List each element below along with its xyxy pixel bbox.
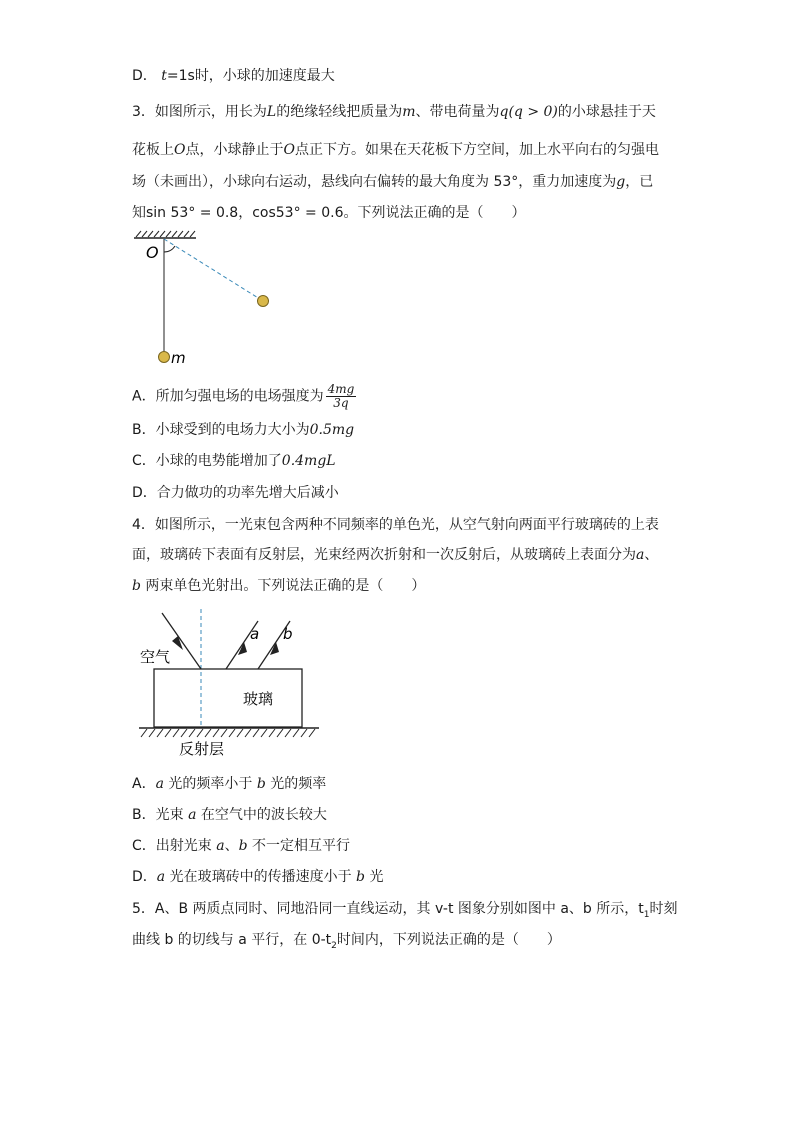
label-glass: 玻璃: [243, 690, 274, 708]
q3-stem-line-1: 3．如图所示，用长为L的绝缘轻线把质量为m、带电荷量为q(q > 0)的小球悬挂于天: [132, 104, 656, 120]
q3-option-d: D．合力做功的功率先增大后减小: [132, 485, 339, 501]
q4-option-d: D．a 光在玻璃砖中的传播速度小于 b 光: [132, 869, 384, 885]
ball-rest: [159, 352, 170, 363]
q3-option-b: B．小球受到的电场力大小为0.5mg: [132, 422, 355, 438]
q4-stem-line-3: b 两束单色光射出。下列说法正确的是（ ）: [132, 578, 426, 594]
q3-pendulum-figure: [130, 230, 210, 370]
ball-deflected: [258, 296, 269, 307]
thread-deflected-dashed: [164, 239, 263, 301]
angle-arc: [164, 246, 175, 252]
ceiling-hatch: [134, 231, 196, 238]
q4-option-c: C．出射光束 a、b 不一定相互平行: [132, 838, 351, 854]
label-m: m: [171, 349, 186, 367]
q4-stem-line-2: 面，玻璃砖下表面有反射层，光束经两次折射和一次反射后，从玻璃砖上表面分为a、: [132, 547, 659, 563]
q5-stem-line-2: 曲线 b 的切线与 a 平行，在 $0-t_2$时间内，下列说法正确的是（ ）: [132, 932, 561, 951]
glass-block: [154, 669, 302, 727]
fraction: $\frac{4mg}{3q}$: [327, 382, 355, 410]
q5-stem-line-1: 5．A、B 两质点同时、同地沿同一直线运动，其 v-t 图象分别如图中 a、b 所示，$t_1$时刻: [132, 901, 678, 920]
q3-stem-line-4: 知sin 53° = 0.8，cos53° = 0.6。下列说法正确的是（ ）: [132, 205, 526, 221]
reflective-layer-hatch: [139, 728, 319, 737]
q4-stem-line-1: 4．如图所示，一光束包含两种不同频率的单色光，从空气射向两面平行玻璃砖的上表: [132, 517, 659, 533]
q3-stem-line-2: 花板上O点，小球静止于O点正下方。如果在天花板下方空间，加上水平向右的匀强电: [132, 142, 659, 158]
label-ray-a: a: [250, 625, 260, 643]
q4-option-b: B．光束 a 在空气中的波长较大: [132, 807, 327, 823]
label-reflective-layer: 反射层: [179, 740, 225, 758]
q4-glass-block-figure: [135, 606, 335, 756]
q3-option-a: A．所加匀强电场的电场强度为 $\frac{4mg}{3q}$: [132, 382, 355, 410]
q3-stem-line-3: 场（未画出），小球向右运动，悬线向右偏转的最大角度为 53°，重力加速度为g，已: [132, 174, 654, 190]
label-air: 空气: [140, 648, 171, 666]
q4-option-a: A．a 光的频率小于 b 光的频率: [132, 776, 327, 792]
label-ray-b: b: [283, 625, 293, 643]
q3-option-c: C．小球的电势能增加了0.4mgL: [132, 453, 336, 469]
label-O: O: [146, 243, 159, 262]
incident-ray-arrow: [172, 636, 183, 650]
prev-question-option-d: D． t=1s时，小球的加速度最大: [132, 68, 335, 84]
